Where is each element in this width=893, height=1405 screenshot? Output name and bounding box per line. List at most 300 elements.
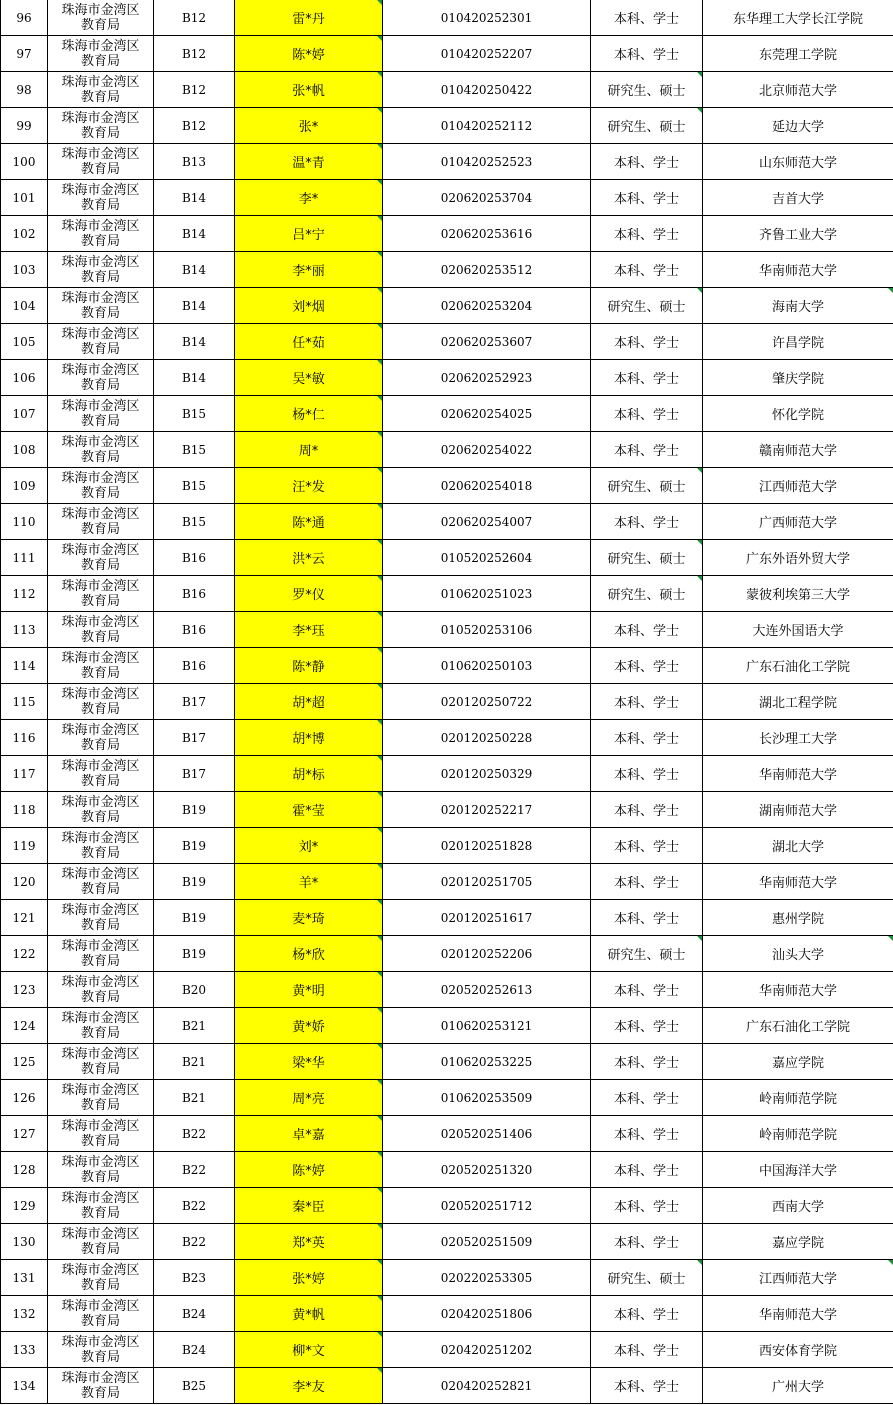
degree-cell: 本科、学士: [591, 1152, 703, 1188]
employer-line-1: 珠海市金湾区: [61, 146, 140, 162]
position-code: B12: [154, 72, 235, 108]
candidate-name: 陈*婷: [235, 1152, 383, 1188]
school-cell: 长沙理工大学: [703, 720, 893, 756]
employer-line-2: 教育局: [80, 557, 120, 573]
candidate-name: 吕*宁: [235, 216, 383, 252]
degree-cell: 本科、学士: [591, 1224, 703, 1260]
degree-cell: 本科、学士: [591, 0, 703, 36]
row-number: 134: [1, 1368, 48, 1404]
table-row: [1, 792, 893, 828]
school-cell: 华南师范大学: [703, 252, 893, 288]
employer-line-2: 教育局: [80, 881, 120, 897]
school-cell: 海南大学: [703, 288, 893, 324]
row-number: 128: [1, 1152, 48, 1188]
school-cell: 湖北大学: [703, 828, 893, 864]
employer-cell: [48, 900, 154, 936]
candidate-name: 黄*娇: [235, 1008, 383, 1044]
position-code: B15: [154, 396, 235, 432]
degree-cell: 本科、学士: [591, 396, 703, 432]
candidate-name: 任*茹: [235, 324, 383, 360]
row-number: 98: [1, 72, 48, 108]
table-row: [1, 1332, 893, 1368]
exam-number: 020620254018: [383, 468, 591, 504]
candidate-name: 柳*文: [235, 1332, 383, 1368]
school-cell: 西安体育学院: [703, 1332, 893, 1368]
table-row: [1, 828, 893, 864]
table-row: [1, 936, 893, 972]
employer-cell: [48, 180, 154, 216]
row-number: 119: [1, 828, 48, 864]
row-number: 105: [1, 324, 48, 360]
degree-cell: 本科、学士: [591, 1188, 703, 1224]
employer-line-2: 教育局: [80, 917, 120, 933]
employer-line-1: 珠海市金湾区: [61, 722, 140, 738]
position-code: B17: [154, 756, 235, 792]
employer-line-2: 教育局: [80, 125, 120, 141]
employer-line-2: 教育局: [80, 197, 120, 213]
table-row: [1, 324, 893, 360]
school-cell: 惠州学院: [703, 900, 893, 936]
employer-cell: [48, 1008, 154, 1044]
position-code: B19: [154, 936, 235, 972]
employer-line-1: 珠海市金湾区: [61, 362, 140, 378]
employer-cell: [48, 576, 154, 612]
row-number: 132: [1, 1296, 48, 1332]
table-row: [1, 1224, 893, 1260]
employer-line-1: 珠海市金湾区: [61, 830, 140, 846]
employer-line-2: 教育局: [80, 233, 120, 249]
exam-number: 010520253106: [383, 612, 591, 648]
table-row: [1, 1188, 893, 1224]
position-code: B21: [154, 1080, 235, 1116]
candidate-name: 秦*臣: [235, 1188, 383, 1224]
row-number: 103: [1, 252, 48, 288]
school-cell: 山东师范大学: [703, 144, 893, 180]
employer-line-1: 珠海市金湾区: [61, 1226, 140, 1242]
table-row: [1, 1296, 893, 1332]
position-code: B14: [154, 216, 235, 252]
school-cell: 广东石油化工学院: [703, 1008, 893, 1044]
exam-number: 010620251023: [383, 576, 591, 612]
employer-line-2: 教育局: [80, 449, 120, 465]
position-code: B17: [154, 720, 235, 756]
exam-number: 020220253305: [383, 1260, 591, 1296]
exam-number: 010420252301: [383, 0, 591, 36]
degree-cell: 本科、学士: [591, 504, 703, 540]
employer-line-2: 教育局: [80, 161, 120, 177]
position-code: B25: [154, 1368, 235, 1404]
school-cell: 江西师范大学: [703, 1260, 893, 1296]
exam-number: 020120251617: [383, 900, 591, 936]
degree-cell: 研究生、硕士: [591, 288, 703, 324]
employer-cell: [48, 1044, 154, 1080]
row-number: 109: [1, 468, 48, 504]
table-row: [1, 108, 893, 144]
table-row: [1, 72, 893, 108]
position-code: B21: [154, 1044, 235, 1080]
employer-cell: [48, 252, 154, 288]
exam-number: 020520251509: [383, 1224, 591, 1260]
employer-line-1: 珠海市金湾区: [61, 1154, 140, 1170]
row-number: 112: [1, 576, 48, 612]
candidate-name: 李*丽: [235, 252, 383, 288]
position-code: B12: [154, 36, 235, 72]
exam-number: 020120252206: [383, 936, 591, 972]
school-cell: 肇庆学院: [703, 360, 893, 396]
exam-number: 020120250722: [383, 684, 591, 720]
candidate-name: 刘*: [235, 828, 383, 864]
candidate-name: 黄*帆: [235, 1296, 383, 1332]
school-cell: 湖南师范大学: [703, 792, 893, 828]
employer-line-2: 教育局: [80, 1133, 120, 1149]
employer-cell: [48, 684, 154, 720]
employer-line-1: 珠海市金湾区: [61, 542, 140, 558]
position-code: B16: [154, 648, 235, 684]
employer-line-2: 教育局: [80, 1277, 120, 1293]
degree-cell: 本科、学士: [591, 1044, 703, 1080]
employer-cell: [48, 972, 154, 1008]
table-row: [1, 648, 893, 684]
position-code: B14: [154, 324, 235, 360]
table-row: [1, 864, 893, 900]
school-cell: 怀化学院: [703, 396, 893, 432]
employer-line-2: 教育局: [80, 305, 120, 321]
school-cell: 江西师范大学: [703, 468, 893, 504]
candidate-name: 卓*嘉: [235, 1116, 383, 1152]
candidate-name: 温*青: [235, 144, 383, 180]
position-code: B14: [154, 252, 235, 288]
employer-line-2: 教育局: [80, 377, 120, 393]
row-number: 120: [1, 864, 48, 900]
row-number: 111: [1, 540, 48, 576]
employer-line-2: 教育局: [80, 665, 120, 681]
employer-line-2: 教育局: [80, 1385, 120, 1401]
employer-line-1: 珠海市金湾区: [61, 470, 140, 486]
position-code: B24: [154, 1296, 235, 1332]
school-cell: 华南师范大学: [703, 756, 893, 792]
employer-cell: [48, 432, 154, 468]
employer-line-1: 珠海市金湾区: [61, 1262, 140, 1278]
position-code: B15: [154, 468, 235, 504]
position-code: B13: [154, 144, 235, 180]
degree-cell: 本科、学士: [591, 828, 703, 864]
position-code: B14: [154, 360, 235, 396]
exam-number: 020420252821: [383, 1368, 591, 1404]
position-code: B14: [154, 288, 235, 324]
employer-line-1: 珠海市金湾区: [61, 902, 140, 918]
employer-line-1: 珠海市金湾区: [61, 110, 140, 126]
position-code: B22: [154, 1152, 235, 1188]
employer-cell: [48, 504, 154, 540]
exam-number: 010620253509: [383, 1080, 591, 1116]
employer-line-1: 珠海市金湾区: [61, 794, 140, 810]
degree-cell: 本科、学士: [591, 144, 703, 180]
candidate-name: 胡*博: [235, 720, 383, 756]
candidate-name: 陈*静: [235, 648, 383, 684]
employer-cell: [48, 1260, 154, 1296]
exam-number: 010420252207: [383, 36, 591, 72]
school-cell: 华南师范大学: [703, 972, 893, 1008]
employer-line-2: 教育局: [80, 1205, 120, 1221]
employer-line-1: 珠海市金湾区: [61, 1334, 140, 1350]
table-row: [1, 360, 893, 396]
table-row: [1, 396, 893, 432]
candidate-name: 周*亮: [235, 1080, 383, 1116]
row-number: 110: [1, 504, 48, 540]
degree-cell: 本科、学士: [591, 1080, 703, 1116]
position-code: B20: [154, 972, 235, 1008]
school-cell: 北京师范大学: [703, 72, 893, 108]
employer-cell: [48, 396, 154, 432]
school-cell: 中国海洋大学: [703, 1152, 893, 1188]
degree-cell: 本科、学士: [591, 972, 703, 1008]
exam-number: 020520251406: [383, 1116, 591, 1152]
school-cell: 赣南师范大学: [703, 432, 893, 468]
row-number: 102: [1, 216, 48, 252]
employer-cell: [48, 1188, 154, 1224]
table-row: [1, 1008, 893, 1044]
employer-cell: [48, 612, 154, 648]
row-number: 118: [1, 792, 48, 828]
degree-cell: 本科、学士: [591, 612, 703, 648]
candidate-name: 胡*超: [235, 684, 383, 720]
table-row: [1, 576, 893, 612]
degree-cell: 本科、学士: [591, 1368, 703, 1404]
row-number: 114: [1, 648, 48, 684]
school-cell: 嘉应学院: [703, 1044, 893, 1080]
candidate-name: 罗*仪: [235, 576, 383, 612]
employer-line-1: 珠海市金湾区: [61, 758, 140, 774]
school-cell: 岭南师范学院: [703, 1116, 893, 1152]
candidate-name: 霍*莹: [235, 792, 383, 828]
employer-line-2: 教育局: [80, 1169, 120, 1185]
employer-line-2: 教育局: [80, 809, 120, 825]
position-code: B14: [154, 180, 235, 216]
position-code: B19: [154, 864, 235, 900]
employer-line-1: 珠海市金湾区: [61, 434, 140, 450]
employer-cell: [48, 756, 154, 792]
employer-cell: [48, 1080, 154, 1116]
degree-cell: 研究生、硕士: [591, 108, 703, 144]
table-row: [1, 180, 893, 216]
degree-cell: 本科、学士: [591, 180, 703, 216]
school-cell: 广州大学: [703, 1368, 893, 1404]
employer-line-2: 教育局: [80, 53, 120, 69]
employer-line-1: 珠海市金湾区: [61, 1118, 140, 1134]
candidate-name: 李*: [235, 180, 383, 216]
employer-line-1: 珠海市金湾区: [61, 326, 140, 342]
employer-cell: [48, 468, 154, 504]
school-cell: 岭南师范学院: [703, 1080, 893, 1116]
exam-number: 020620253607: [383, 324, 591, 360]
candidate-name: 李*友: [235, 1368, 383, 1404]
exam-number: 020620253704: [383, 180, 591, 216]
table-row: [1, 468, 893, 504]
employer-line-1: 珠海市金湾区: [61, 1010, 140, 1026]
school-cell: 许昌学院: [703, 324, 893, 360]
employer-line-1: 珠海市金湾区: [61, 2, 140, 18]
candidate-name: 张*帆: [235, 72, 383, 108]
employer-cell: [48, 0, 154, 36]
table-row: [1, 1080, 893, 1116]
row-number: 121: [1, 900, 48, 936]
exam-number: 020620254007: [383, 504, 591, 540]
exam-number: 010520252604: [383, 540, 591, 576]
employer-cell: [48, 720, 154, 756]
employer-line-2: 教育局: [80, 89, 120, 105]
employer-cell: [48, 36, 154, 72]
degree-cell: 研究生、硕士: [591, 468, 703, 504]
exam-number: 020120252217: [383, 792, 591, 828]
employer-line-1: 珠海市金湾区: [61, 74, 140, 90]
employer-line-2: 教育局: [80, 341, 120, 357]
table-row: [1, 504, 893, 540]
employer-line-1: 珠海市金湾区: [61, 974, 140, 990]
employer-line-2: 教育局: [80, 1097, 120, 1113]
table-row: [1, 0, 893, 36]
exam-number: 020120250329: [383, 756, 591, 792]
row-number: 129: [1, 1188, 48, 1224]
employer-line-2: 教育局: [80, 269, 120, 285]
exam-number: 010620253225: [383, 1044, 591, 1080]
employer-line-2: 教育局: [80, 413, 120, 429]
row-number: 99: [1, 108, 48, 144]
exam-number: 010620253121: [383, 1008, 591, 1044]
employer-line-1: 珠海市金湾区: [61, 506, 140, 522]
row-number: 101: [1, 180, 48, 216]
employer-line-1: 珠海市金湾区: [61, 686, 140, 702]
employer-line-2: 教育局: [80, 1349, 120, 1365]
employer-line-2: 教育局: [80, 1241, 120, 1257]
table-row: [1, 288, 893, 324]
school-cell: 嘉应学院: [703, 1224, 893, 1260]
school-cell: 华南师范大学: [703, 1296, 893, 1332]
employer-line-2: 教育局: [80, 593, 120, 609]
exam-number: 010420250422: [383, 72, 591, 108]
school-cell: 华南师范大学: [703, 864, 893, 900]
candidate-name: 郑*英: [235, 1224, 383, 1260]
candidate-name: 汪*发: [235, 468, 383, 504]
school-cell: 齐鲁工业大学: [703, 216, 893, 252]
school-cell: 延边大学: [703, 108, 893, 144]
employer-line-1: 珠海市金湾区: [61, 182, 140, 198]
candidate-name: 梁*华: [235, 1044, 383, 1080]
candidate-name: 羊*: [235, 864, 383, 900]
employer-line-2: 教育局: [80, 845, 120, 861]
school-cell: 蒙彼利埃第三大学: [703, 576, 893, 612]
table-row: [1, 36, 893, 72]
degree-cell: 本科、学士: [591, 216, 703, 252]
employer-line-1: 珠海市金湾区: [61, 254, 140, 270]
school-cell: 汕头大学: [703, 936, 893, 972]
candidate-name: 杨*仁: [235, 396, 383, 432]
employer-cell: [48, 216, 154, 252]
employer-line-2: 教育局: [80, 485, 120, 501]
employer-line-2: 教育局: [80, 1025, 120, 1041]
position-code: B19: [154, 828, 235, 864]
candidate-name: 周*: [235, 432, 383, 468]
candidate-name: 洪*云: [235, 540, 383, 576]
employer-cell: [48, 864, 154, 900]
employer-cell: [48, 936, 154, 972]
row-number: 100: [1, 144, 48, 180]
exam-number: 020120251828: [383, 828, 591, 864]
degree-cell: 本科、学士: [591, 252, 703, 288]
exam-number: 020120250228: [383, 720, 591, 756]
exam-number: 020620253204: [383, 288, 591, 324]
candidate-name: 陈*通: [235, 504, 383, 540]
employer-cell: [48, 648, 154, 684]
position-code: B22: [154, 1224, 235, 1260]
employer-line-1: 珠海市金湾区: [61, 650, 140, 666]
candidate-name: 吴*敏: [235, 360, 383, 396]
exam-number: 020420251806: [383, 1296, 591, 1332]
row-number: 133: [1, 1332, 48, 1368]
employer-line-1: 珠海市金湾区: [61, 1370, 140, 1386]
exam-number: 020620253616: [383, 216, 591, 252]
exam-number: 020520251712: [383, 1188, 591, 1224]
employer-line-1: 珠海市金湾区: [61, 1190, 140, 1206]
position-code: B16: [154, 612, 235, 648]
employer-line-1: 珠海市金湾区: [61, 938, 140, 954]
position-code: B12: [154, 0, 235, 36]
position-code: B19: [154, 900, 235, 936]
degree-cell: 本科、学士: [591, 360, 703, 396]
employer-line-1: 珠海市金湾区: [61, 614, 140, 630]
position-code: B22: [154, 1116, 235, 1152]
row-number: 124: [1, 1008, 48, 1044]
row-number: 126: [1, 1080, 48, 1116]
employer-line-2: 教育局: [80, 521, 120, 537]
candidate-name: 雷*丹: [235, 0, 383, 36]
degree-cell: 本科、学士: [591, 756, 703, 792]
position-code: B17: [154, 684, 235, 720]
table-row: [1, 216, 893, 252]
employer-line-2: 教育局: [80, 989, 120, 1005]
candidate-name: 张*: [235, 108, 383, 144]
school-cell: 大连外国语大学: [703, 612, 893, 648]
employer-line-2: 教育局: [80, 701, 120, 717]
exam-number: 010420252112: [383, 108, 591, 144]
position-code: B21: [154, 1008, 235, 1044]
employer-line-2: 教育局: [80, 629, 120, 645]
employer-line-1: 珠海市金湾区: [61, 1046, 140, 1062]
employer-cell: [48, 1332, 154, 1368]
degree-cell: 本科、学士: [591, 720, 703, 756]
exam-number: 020620252923: [383, 360, 591, 396]
employer-line-2: 教育局: [80, 773, 120, 789]
table-row: [1, 1152, 893, 1188]
position-code: B16: [154, 540, 235, 576]
degree-cell: 本科、学士: [591, 684, 703, 720]
row-number: 117: [1, 756, 48, 792]
degree-cell: 本科、学士: [591, 36, 703, 72]
table-row: [1, 684, 893, 720]
degree-cell: 本科、学士: [591, 324, 703, 360]
row-number: 115: [1, 684, 48, 720]
row-number: 96: [1, 0, 48, 36]
school-cell: 湖北工程学院: [703, 684, 893, 720]
row-number: 125: [1, 1044, 48, 1080]
candidate-name: 黄*明: [235, 972, 383, 1008]
degree-cell: 本科、学士: [591, 900, 703, 936]
exam-number: 020120251705: [383, 864, 591, 900]
candidate-name: 李*珏: [235, 612, 383, 648]
degree-cell: 本科、学士: [591, 1332, 703, 1368]
employer-cell: [48, 324, 154, 360]
employer-line-1: 珠海市金湾区: [61, 578, 140, 594]
degree-cell: 本科、学士: [591, 792, 703, 828]
